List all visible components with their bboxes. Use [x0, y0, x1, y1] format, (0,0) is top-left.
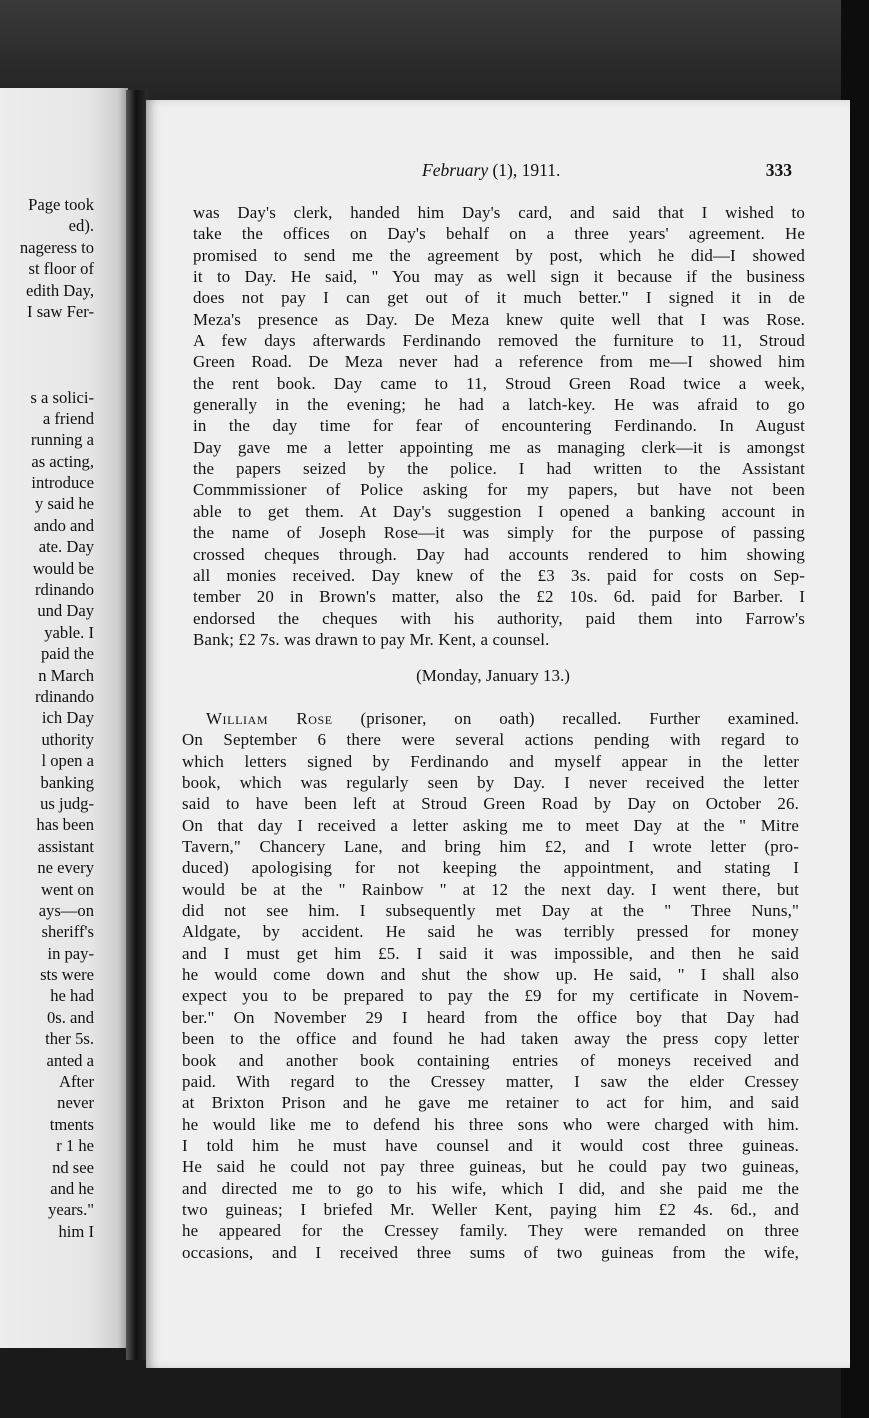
paragraph-2-lines-line: paid. With regard to the Cressey matter, I saw the elder Cressey	[182, 1071, 799, 1091]
left-page-fragments-line: and he	[50, 1178, 94, 1198]
left-page-fragments-line	[0, 365, 94, 386]
paragraph-2-lines-line: ber." On November 29 I heard from the office boy that Day had	[182, 1007, 799, 1027]
left-page-fragments-line: ed).	[68, 216, 94, 236]
paragraph-2-lines-line: book, which was regularly seen by Day. I never received the letter	[182, 773, 799, 793]
running-title-date: (1), 1911.	[488, 160, 561, 180]
left-page-fragments-line: Page took	[28, 195, 94, 214]
paragraph-1	[193, 202, 805, 650]
paragraph-1-lines-line: does not pay I can get out of it much better." I signed it in de	[193, 288, 805, 308]
left-page-fragments-line: nd see	[52, 1157, 94, 1177]
paragraph-1-lines-line: able to get them. At Day's suggestion I opened a banking account in	[193, 501, 805, 521]
paragraph-2-lines-line: I told him he must have counsel and it would cost three guineas.	[182, 1135, 799, 1155]
left-page-fragments-line: never	[57, 1093, 94, 1113]
paragraph-2-lines-line: duced) apologising for not keeping the appointment, and stating I	[182, 858, 799, 878]
paragraph-2-lines-line: and I must get him £5. I said it was impossible, and then he said	[182, 943, 799, 963]
witness-name: William Rose	[206, 709, 333, 728]
left-page-fragments-line: went on	[41, 879, 94, 899]
left-page-fragments-line: ne every	[37, 858, 94, 878]
left-page-fragments-line: st floor of	[28, 259, 94, 279]
left-page-fragments-line: l open a	[41, 751, 94, 771]
running-title	[422, 160, 560, 181]
paragraph-2-lines-line: On September 6 there were several actions pending with regard to	[182, 730, 799, 750]
left-page-fragments-line: ays—on	[38, 900, 94, 920]
left-page-fragments-line: uthority	[41, 729, 94, 749]
paragraph-1-lines-line: was Day's clerk, handed him Day's card, and said that I wished to	[193, 203, 805, 222]
paragraph-1-lines-line: take the offices on Day's behalf on a three years' agreement. He	[193, 224, 805, 244]
left-page-fragments-line: ando and	[33, 515, 94, 535]
left-page-fragments-line: 0s. and	[46, 1007, 94, 1027]
left-page-fragments-line: years."	[48, 1200, 94, 1220]
left-page-fragments-line: anted a	[46, 1050, 94, 1070]
paragraph-2-lines-line: expect you to be prepared to pay the £9 for my certificate in Novem-	[182, 986, 799, 1006]
paragraph-1-lines-line: Day gave me a letter appointing me as managing clerk—it is amongst	[193, 437, 805, 457]
left-page-fragments-line: him I	[58, 1221, 94, 1241]
left-page-fragments-line: running a	[30, 430, 94, 450]
left-page-fragments-line: introduce	[31, 473, 94, 493]
paragraph-1-lines-line: Commmissioner of Police asking for my papers, but have not been	[193, 480, 805, 500]
paragraph-2-lines-line: did not see him. I subsequently met Day at the " Three Nuns,"	[182, 901, 799, 921]
left-page-fragments-line: assistant	[37, 836, 94, 856]
paragraph-1-lines-line: Green Road. De Meza never had a reference from me—I showed him	[193, 352, 805, 372]
paragraph-2-lines-line: Tavern," Chancery Lane, and bring him £2, and I wrote letter (pro-	[182, 837, 799, 857]
paragraph-2-first-line	[182, 708, 799, 729]
left-page-fragments-line: rdinando	[35, 580, 94, 600]
running-head	[422, 160, 792, 184]
running-title-month: February	[422, 160, 489, 180]
page-number: 333	[765, 160, 792, 180]
left-page-fragments-line: und Day	[37, 601, 94, 621]
left-page-fragments-line: sts were	[40, 965, 94, 985]
paragraph-2-lines-line: which letters signed by Ferdinando and myself appear in the letter	[182, 751, 799, 771]
paragraph-1-lines-line: Bank; £2 7s. was drawn to pay Mr. Kent, a counsel.	[193, 629, 550, 649]
paragraph-2	[182, 708, 799, 1263]
left-page-fragments-line: s a solici-	[30, 387, 94, 407]
left-page-fragments-line: has been	[36, 815, 94, 835]
paragraph-2-lines-line: two guineas; I briefed Mr. Weller Kent, paying him £2 4s. 6d., and	[182, 1199, 799, 1219]
left-page-fragments-line	[0, 344, 94, 365]
paragraph-2-lines-line: he appeared for the Cressey family. They were remanded on three	[182, 1221, 799, 1241]
paragraph-2-lines-line: would be at the " Rainbow " at 12 the next day. I went there, but	[182, 879, 799, 899]
paragraph-2-lines-line: He said he could not pay three guineas, but he could pay two guineas,	[182, 1157, 799, 1177]
left-page-fragments-line: paid the	[41, 644, 94, 664]
left-page-fragments-line: ich Day	[41, 708, 94, 728]
paragraph-1-lines-line: all monies received. Day knew of the £3 3s. paid for costs on Sep-	[193, 565, 805, 585]
paragraph-1-lines-line: the name of Joseph Rose—it was simply for the purpose of passing	[193, 523, 805, 543]
left-page-fragments-line: he had	[50, 986, 94, 1006]
paragraph-1-lines-line: crossed cheques through. Day had accounts rendered to him showing	[193, 544, 805, 564]
paragraph-2-lines	[182, 729, 799, 1263]
left-page-fragments-line: rdinando	[35, 686, 94, 706]
left-page-fragments-line: would be	[32, 558, 94, 578]
paragraph-1-lines-line: the papers seized by the police. I had written to the Assistant	[193, 459, 805, 479]
left-page-fragments-line: a friend	[42, 408, 94, 428]
left-page-fragments-line: yable. I	[44, 622, 94, 642]
paragraph-2-lines-line: been to the office and found he had taken away the press copy letter	[182, 1029, 799, 1049]
left-page-fragments-line: tments	[49, 1114, 94, 1134]
left-page-fragments-line: y said he	[35, 494, 94, 514]
date-heading: (Monday, January 13.)	[416, 666, 570, 685]
left-page-fragments-line: us judg-	[40, 793, 94, 813]
left-page-fragments-line	[0, 322, 94, 343]
left-page-fragments-line: nageress to	[19, 237, 94, 257]
paragraph-1-lines-line: Meza's presence as Day. De Meza knew quite well that I was Rose.	[193, 309, 805, 329]
paragraph-1-lines-line: A few days afterwards Ferdinando removed the furniture to 11, Stroud	[193, 331, 805, 351]
left-page-fragments-line: as acting,	[31, 451, 94, 471]
left-page-fragments-line: I saw Fer-	[27, 301, 94, 321]
left-page-fragments-line: After	[58, 1072, 94, 1092]
left-page-fragments-line: ate. Day	[38, 537, 94, 557]
left-page-fragments-line: in pay-	[47, 943, 94, 963]
paragraph-1-lines-line: tember 20 in Brown's matter, also the £2 10s. 6d. paid for Barber. I	[193, 587, 805, 607]
paragraph-2-lines-line: said to have been left at Stroud Green Road by Day on October 26.	[182, 794, 799, 814]
left-page-fragments-line: n March	[38, 665, 94, 685]
paragraph-1-lines-line: endorsed the cheques with his authority, paid them into Farrow's	[193, 608, 805, 628]
paragraph-1-lines-line: promised to send me the agreement by post, which he did—I showed	[193, 245, 805, 265]
paragraph-1-lines-line: it to Day. He said, " You may as well sign it because if the business	[193, 267, 805, 287]
paragraph-1-lines-line: in the day time for fear of encountering Ferdinando. In August	[193, 416, 805, 436]
paragraph-2-first-line-text: (prisoner, on oath) recalled. Further examined.	[332, 709, 799, 728]
paragraph-2-lines-line: book and another book containing entries of moneys received and	[182, 1050, 799, 1070]
paragraph-2-lines-line: Aldgate, by accident. He said he was terribly pressed for money	[182, 922, 799, 942]
left-page-fragments-line: ther 5s.	[45, 1029, 94, 1049]
paragraph-2-lines-line: and directed me to go to his wife, which I did, and she paid me the	[182, 1178, 799, 1198]
left-page-fragments-line: r 1 he	[56, 1136, 94, 1156]
paragraph-2-lines-line: at Brixton Prison and he gave me retainer to act for him, and said	[182, 1093, 799, 1113]
paragraph-1-lines-line: generally in the evening; he had a latch-key. He was afraid to go	[193, 395, 805, 415]
left-page-fragments-line: sheriff's	[41, 922, 94, 942]
left-page	[0, 88, 128, 1348]
paragraph-2-lines-line: he would like me to defend his three sons who were charged with him.	[182, 1114, 799, 1134]
paragraph-1-lines-line: the rent book. Day came to 11, Stroud Green Road twice a week,	[193, 373, 805, 393]
paragraph-2-lines-line: On that day I received a letter asking me to meet Day at the " Mitre	[182, 815, 799, 835]
left-page-text	[0, 194, 94, 1242]
left-page-fragments-line: edith Day,	[25, 280, 94, 300]
paragraph-2-lines-line: occasions, and I received three sums of two guineas from the wife,	[182, 1242, 799, 1262]
left-page-fragments-line: banking	[40, 772, 94, 792]
book-gutter	[126, 90, 148, 1360]
paragraph-2-lines-line: he would come down and shut the show up. He said, " I shall also	[182, 965, 799, 985]
